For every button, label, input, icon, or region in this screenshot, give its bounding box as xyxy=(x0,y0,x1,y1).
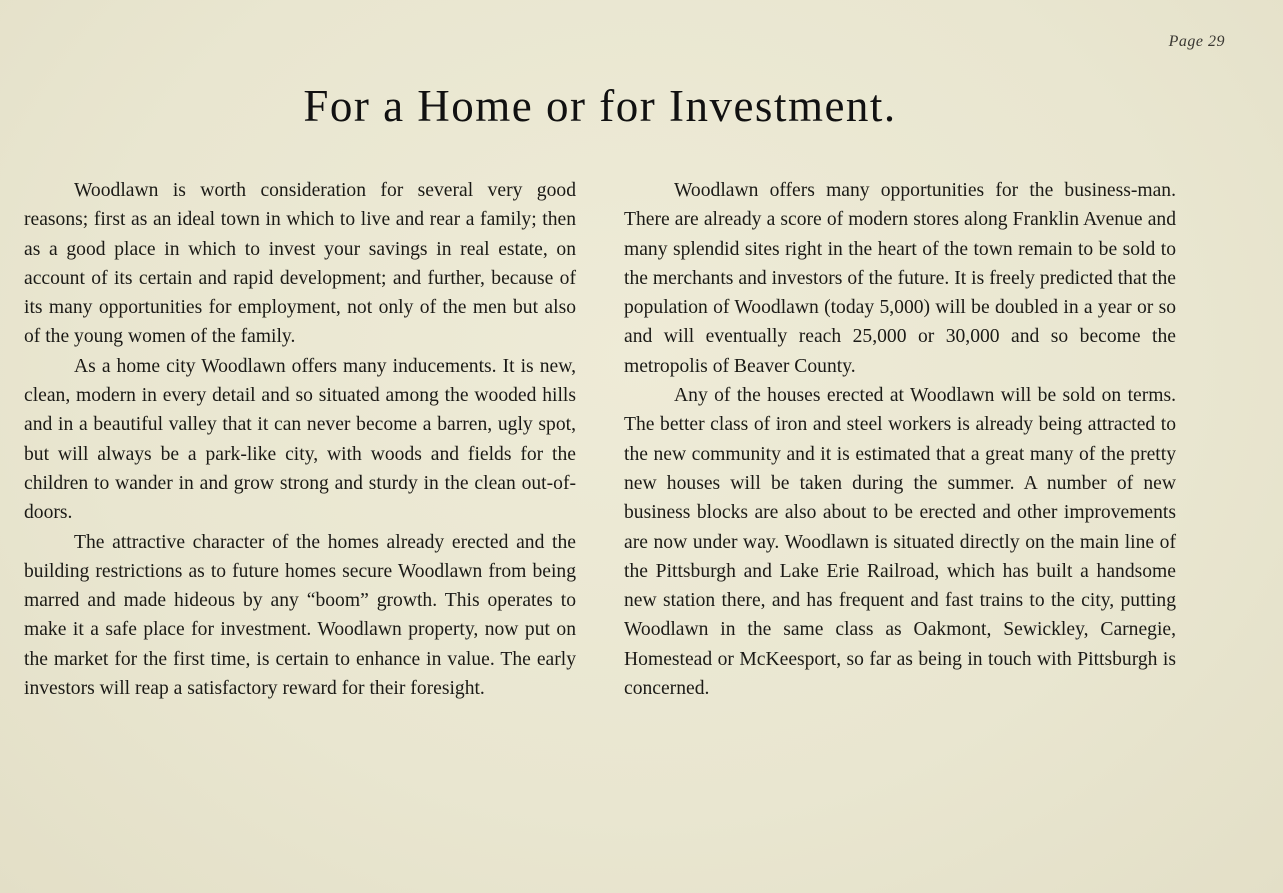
left-column xyxy=(24,176,576,703)
paragraph: Woodlawn offers many opportunities for the business-man. There are already a score of modern stores along Franklin Avenue and many splendid sites right in the heart of the town remain to be sold to the merchants and investors of the future. It is freely predicted that the population of Woodlawn (today 5,000) will be doubled in a year or so and will eventually reach 25,000 or 30,000 and so become the metropolis of Beaver County. xyxy=(624,180,1176,377)
paragraph: Woodlawn is worth consideration for several very good reasons; first as an ideal town in which to live and rear a family; then as a good place in which to invest your savings in real estate, on account of its certain and rapid development; and further, because of its many opportunities for employment, not only of the men but also of the young women of the family. xyxy=(24,180,576,348)
right-column xyxy=(624,176,1176,703)
paragraph: Any of the houses erected at Woodlawn will be sold on terms. The better class of iron and steel workers is already being attracted to the new community and it is estimated that a great many of the pretty new houses will be taken during the summer. A number of new business blocks are also about to be erected and other improvements are now under way. Woodlawn is situated directly on the main line of the Pittsburgh and Lake Erie Railroad, which has built a handsome new station there, and has frequent and fast trains to the city, putting Woodlawn in the same class as Oakmont, Sewickley, Carnegie, Homestead or McKeesport, so far as being in touch with Pittsburgh is concerned. xyxy=(624,385,1176,700)
page-number: Page 29 xyxy=(1168,33,1225,50)
paragraph: The attractive character of the homes already erected and the building restrictions as to future homes secure Woodlawn from being marred and made hideous by any “boom” growth. This operates to make it a safe place for investment. Woodlawn property, now put on the market for the first time, is certain to enhance in value. The early investors will reap a satisfactory reward for their foresight. xyxy=(24,531,576,700)
page-title: For a Home or for Investment. xyxy=(303,81,897,131)
paragraph: As a home city Woodlawn offers many inducements. It is new, clean, modern in every detail and so situated among the wooded hills and in a beautiful valley that it can never become a barren, ugly spot, but will always be a park-like city, with woods and fields for the children to wander in and grow strong and sturdy in the clean out-of-doors. xyxy=(24,355,576,524)
